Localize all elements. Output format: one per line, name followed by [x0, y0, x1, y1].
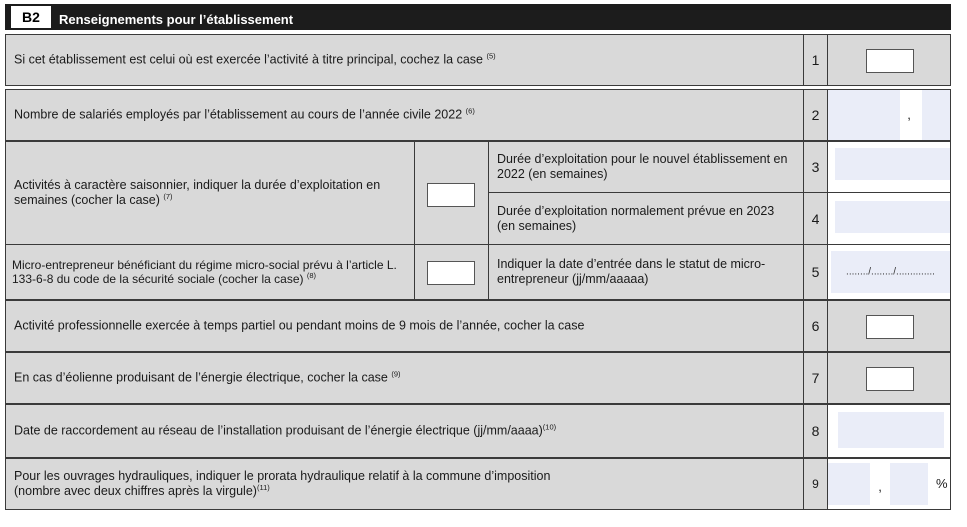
- answer-cell: [827, 404, 951, 458]
- row-label: Activité professionnelle exercée à temps partiel ou pendant moins de 9 mois de l’année, cocher la case: [14, 318, 585, 333]
- row-label: Si cet établissement est celui où est exercée l’activité à titre principal, cochez la case $^{(5)}$: [14, 51, 496, 67]
- label-cell: [5, 458, 804, 510]
- line-number-cell: [803, 458, 828, 510]
- answer-cell: [827, 458, 951, 510]
- row-8: [5, 404, 951, 458]
- employee-count-integer-field[interactable]: [828, 90, 900, 140]
- wind-turbine-checkbox[interactable]: [866, 367, 914, 391]
- grid-connection-date-field[interactable]: [838, 412, 944, 448]
- line-number: 2: [811, 107, 820, 123]
- row-label: Durée d’exploitation pour le nouvel établissement en 2022 (en semaines): [497, 152, 788, 181]
- answer-cell: [827, 352, 951, 404]
- decimal-separator: ,: [902, 107, 916, 122]
- new-establishment-weeks-field[interactable]: [835, 148, 950, 180]
- line-number-cell: [803, 141, 828, 193]
- hydraulic-prorata-integer-field[interactable]: [828, 463, 870, 505]
- seasonal-checkbox[interactable]: [427, 183, 475, 207]
- label-cell: [5, 404, 804, 458]
- row-7: [5, 352, 951, 404]
- row-label: Date de raccordement au réseau de l’installation produisant de l’énergie électrique (jj/mm/aaaa)$^{(10)}$: [14, 422, 557, 438]
- section-code-badge: B2: [11, 6, 51, 28]
- label-cell: [5, 34, 804, 86]
- principal-activity-checkbox[interactable]: [866, 49, 914, 73]
- micro-entrepreneur-checkbox[interactable]: [427, 261, 475, 285]
- answer-cell: [827, 34, 951, 86]
- micro-entry-date-field[interactable]: [831, 251, 950, 293]
- line-number: 6: [811, 318, 820, 334]
- row-9: [5, 458, 951, 510]
- answer-cell: [827, 89, 951, 141]
- label-cell: [488, 244, 804, 300]
- line-number: 1: [811, 52, 820, 68]
- line-number-cell: [803, 34, 828, 86]
- seasonal-checkbox-cell: [414, 141, 489, 245]
- line-number: 9: [812, 477, 819, 491]
- decimal-separator: ,: [873, 479, 887, 494]
- seasonal-label: Activités à caractère saisonnier, indiquer la durée d’exploitation en semaines (cocher la case) $^{(7)}$: [14, 178, 381, 207]
- line-number: 3: [811, 159, 820, 175]
- part-time-checkbox[interactable]: [866, 315, 914, 339]
- line-number-cell: [803, 192, 828, 245]
- hydraulic-prorata-decimal-field[interactable]: [890, 463, 928, 505]
- micro-label-cell: [5, 244, 415, 300]
- label-cell: [5, 352, 804, 404]
- answer-cell: [827, 244, 951, 300]
- row-2: [5, 89, 951, 141]
- line-number: 5: [811, 264, 820, 280]
- row-label: Nombre de salariés employés par l’établissement au cours de l’année civile 2022 $^{(6)}$: [14, 106, 475, 122]
- row-label: Durée d’exploitation normalement prévue en 2023 (en semaines): [497, 203, 775, 233]
- line-number-cell: [803, 352, 828, 404]
- employee-count-decimal-field[interactable]: [922, 90, 950, 140]
- row-label-line-2: (nombre avec deux chiffres après la virgule)$^{(11)}$: [14, 482, 270, 498]
- label-cell: [5, 89, 804, 141]
- row-label-line-1: Pour les ouvrages hydrauliques, indiquer le prorata hydraulique relatif à la commune d’imposition: [14, 469, 551, 483]
- date-placeholder: ......../......../..............: [846, 266, 935, 278]
- seasonal-label-cell: [5, 141, 415, 245]
- row-label: Indiquer la date d’entrée dans le statut de micro-entrepreneur (jj/mm/aaaaa): [497, 257, 766, 286]
- planned-weeks-field[interactable]: [835, 201, 950, 233]
- micro-label: Micro-entrepreneur bénéficiant du régime micro-social prévu à l’article L. 133-6-8 du code de la sécurité sociale (cocher la case) $^{(8)}$: [12, 258, 397, 286]
- row-label: [14, 469, 795, 499]
- line-number-cell: [803, 300, 828, 352]
- label-cell: [488, 141, 804, 193]
- row-1: [5, 34, 951, 86]
- row-label: En cas d’éolienne produisant de l’énergie électrique, cocher la case $^{(9)}$: [14, 369, 401, 385]
- line-number: 8: [811, 423, 820, 439]
- row-6: [5, 300, 951, 352]
- micro-checkbox-cell: [414, 244, 489, 300]
- section-title: Renseignements pour l’établissement: [59, 12, 294, 27]
- line-number: 7: [811, 370, 820, 386]
- line-number-cell: [803, 244, 828, 300]
- line-number-cell: [803, 89, 828, 141]
- section-header: [5, 4, 951, 30]
- label-cell: [5, 300, 804, 352]
- answer-cell: [827, 192, 951, 245]
- label-cell: [488, 192, 804, 245]
- answer-cell: [827, 300, 951, 352]
- row-5: [5, 244, 951, 300]
- section-b2-form: [5, 4, 951, 516]
- line-number-cell: [803, 404, 828, 458]
- percent-sign: %: [936, 476, 948, 491]
- line-number: 4: [811, 210, 820, 227]
- row-seasonal: [5, 141, 951, 245]
- answer-cell: [827, 141, 951, 193]
